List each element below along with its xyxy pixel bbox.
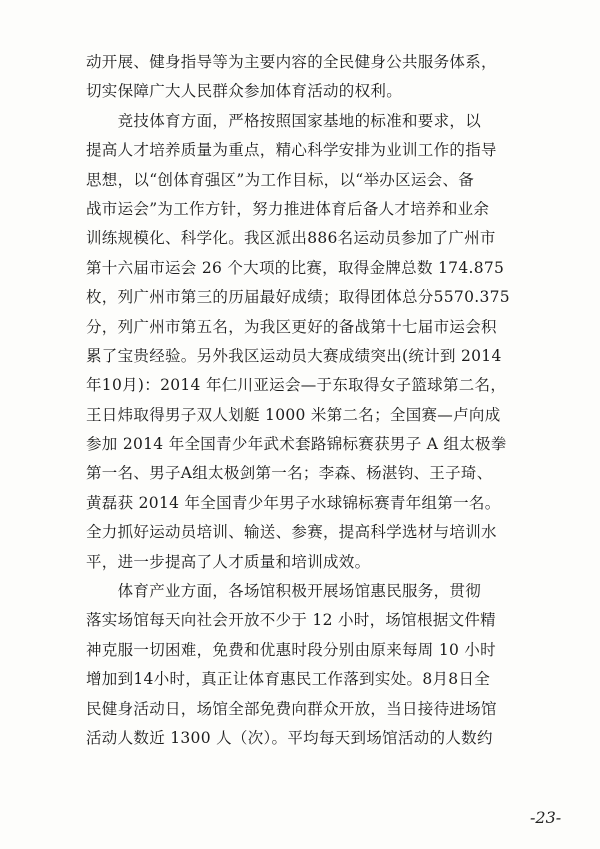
text-line: 参加 2014 年全国青少年武术套路锦标赛获男子 A 组太极拳 bbox=[86, 435, 507, 454]
page-number: -23- bbox=[530, 808, 562, 827]
text-line: 训练规模化、科学化。我区派出886名运动员参加了广州市 bbox=[86, 229, 496, 248]
text-line: 累了宝贵经验。另外我区运动员大赛成绩突出(统计到 2014 bbox=[86, 346, 502, 365]
text-line: 动开展、健身指导等为主要内容的全民健身公共服务体系， bbox=[86, 53, 497, 71]
text-line: 枚，列广州市第三的历届最好成绩；取得团体总分5570.375 bbox=[86, 288, 510, 307]
text-line: 战市运会”为工作方针，努力推进体育后备人才培养和业余 bbox=[86, 199, 490, 218]
text-line: 思想，以“创体育强区”为工作目标，以“举办区运会、备 bbox=[86, 170, 475, 189]
text-line: 王日炜取得男子双人划艇 1000 米第二名；全国赛—卢向成 bbox=[86, 405, 501, 424]
body-text bbox=[86, 48, 526, 753]
text-line: 提高人才培养质量为重点，精心科学安排为业训工作的指导 bbox=[86, 141, 497, 160]
text-line: 落实场馆每天向社会开放不少于 12 小时，场馆根据文件精 bbox=[86, 611, 496, 630]
text-line: 全力抓好运动员培训、输送、参赛，提高科学选材与培训水 bbox=[86, 523, 497, 542]
text-line: 活动人数近 1300 人（次）。平均每天到场馆活动的人数约 bbox=[86, 728, 493, 747]
text-line: 增加到14小时，真正让体育惠民工作落到实处。8月8日全 bbox=[86, 670, 491, 689]
text-line: 体育产业方面，各场馆积极开展场馆惠民服务，贯彻 bbox=[86, 582, 482, 601]
text-line: 黄磊获 2014 年全国青少年男子水球锦标赛青年组第一名。 bbox=[86, 493, 501, 512]
text-line: 平，进一步提高了人才质量和培训成效。 bbox=[86, 552, 371, 571]
text-line: 第一名、男子A组太极剑第一名；李森、杨湛钧、王子琦、 bbox=[86, 464, 493, 483]
text-line: 民健身活动日，场馆全部免费向群众开放，当日接待进场馆 bbox=[86, 699, 497, 718]
text-line: 年10月)：2014 年仁川亚运会—于东取得女子篮球第二名， bbox=[86, 376, 507, 395]
text-line: 神克服一切困难，免费和优惠时段分别由原来每周 10 小时 bbox=[86, 640, 496, 659]
text-line: 第十六届市运会 26 个大项的比赛，取得金牌总数 174.875 bbox=[86, 258, 505, 277]
text-line: 竞技体育方面，严格按照国家基地的标准和要求，以 bbox=[86, 111, 482, 130]
text-line: 分，列广州市第五名，为我区更好的备战第十七届市运会积 bbox=[86, 317, 497, 336]
text-line: 切实保障广大人民群众参加体育活动的权利。 bbox=[86, 82, 403, 101]
